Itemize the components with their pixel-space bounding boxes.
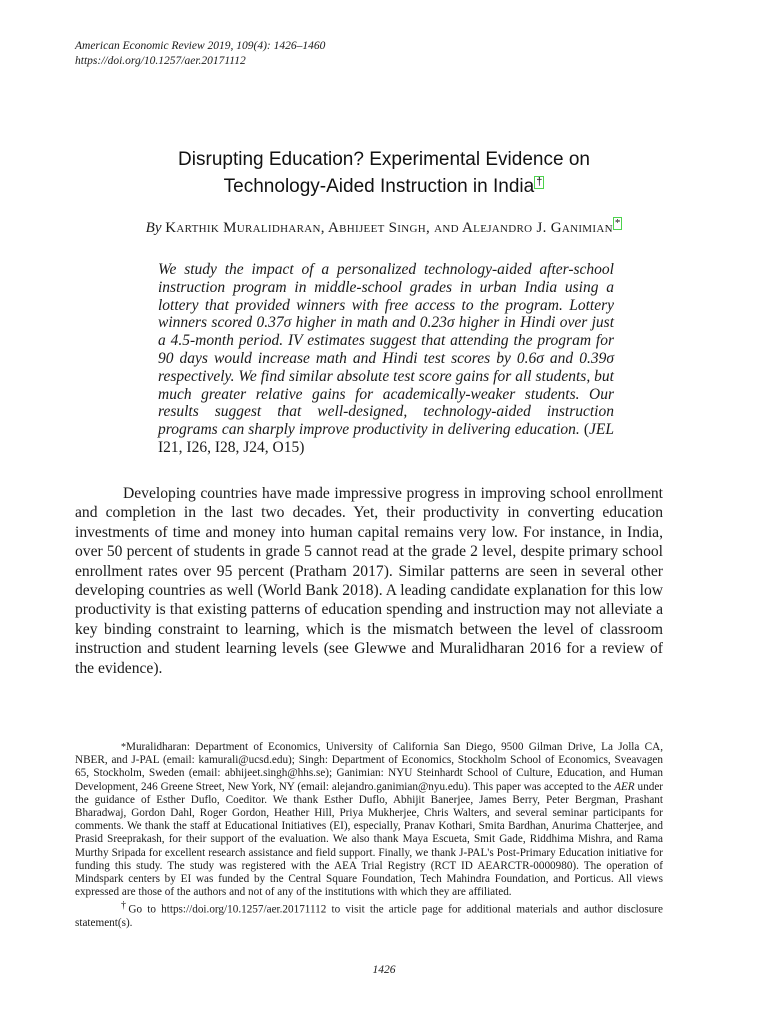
doi-link[interactable]: https://doi.org/10.1257/aer.20171112 bbox=[75, 55, 246, 67]
running-header bbox=[75, 39, 325, 69]
footnote-star-text-b: under the guidance of Esther Duflo, Coeditor. We thank Esther Duflo, Abhijit Banerjee, James Berry, Peter Bergman, Prashant Bharadwaj, Gordon Dahl, Roger Gordon, Heather Hill, Priya Mukherjee, Chris Walters, and several seminar participants for comments. We thank the staff at Educational Initiatives (EI), especially, Pranav Kothari, Smita Bardhan, Anurima Chatterjee, and Prasid Sreeprakash, for their support of the evaluation. We also thank Maya Escueta, Smit Gade, Riddhima Mishra, and Rama Murthy Sripada for excellent research assistance and field support. Finally, we thank J-PAL's Post-Primary Education initiative for funding this study. The study was registered with the AEA Trial Registry (RCT ID AEARCTR-0000980). The operation of Mindspark centers by EI was funded by the Central Square Foundation, Tech Mahindra Foundation, and Porticus. All views expressed are those of the authors and not of any of the institutions with which they are affiliated. bbox=[75, 780, 664, 899]
title-line-2-text: Technology-Aided Instruction in India bbox=[223, 176, 535, 197]
abstract-text: We study the impact of a personalized technology-aided after-school instruction program in middle-school grades in urban India using a lottery that provided winners with free access to the program. Lottery winners scored 0.37σ higher in math and 0.23σ higher in Hindi over just a 4.5-month period. IV estimates suggest that attending the program for 90 days would increase math and Hindi test scores by 0.6σ and 0.39σ respectively. We find similar absolute test score gains for all students, but much greater relative gains for academically-weaker students. Our results suggest that well-designed, technology-aided instruction programs can sharply improve productivity in delivering education. bbox=[158, 261, 614, 439]
footnote-dagger-text: Go to https://doi.org/10.1257/aer.20171112 to visit the article page for additional materials and author disclosure statement(s). bbox=[75, 904, 663, 930]
jel-open: ( bbox=[583, 421, 590, 439]
journal-citation: American Economic Review 2019, 109(4): 1426–1460 bbox=[75, 40, 326, 52]
author-names: Karthik Muralidharan, Abhijeet Singh, and Alejandro J. Ganimian bbox=[165, 220, 613, 236]
footnote-dagger-mark: † bbox=[121, 900, 129, 912]
footnote-star bbox=[75, 741, 663, 899]
body-paragraph-1: Developing countries have made impressive progress in improving school enrollment and completion in the last two decades. Yet, their productivity in converting education investments of time and money into human capital remains very low. For instance, in India, over 50 percent of students in grade 5 cannot read at the grade 2 level, despite primary school enrollment rates over 95 percent (Pratham 2017). Similar patterns are seen in several other developing countries as well (World Bank 2018). A leading candidate explanation for this low productivity is that existing patterns of education spending and instruction may not alleviate a key binding constraint to learning, which is the mismatch between the level of classroom instruction and student learning levels (see Glewwe and Muralidharan 2016 for a review of the evidence). bbox=[75, 485, 663, 677]
footnote-dagger bbox=[75, 899, 663, 930]
by-label: By bbox=[145, 220, 162, 236]
author-line bbox=[0, 217, 768, 238]
author-footnote-link[interactable]: * bbox=[614, 217, 621, 229]
title-line-2 bbox=[0, 173, 768, 200]
title-line-1: Disrupting Education? Experimental Evidence on bbox=[178, 149, 590, 170]
jel-code-list: I21, I26, I28, J24, O15) bbox=[158, 438, 305, 456]
abstract bbox=[158, 261, 614, 457]
paper-title bbox=[0, 146, 768, 200]
footnote-star-mark: * bbox=[121, 742, 126, 753]
footnote-aer: AER bbox=[614, 780, 635, 793]
footnotes bbox=[75, 741, 663, 931]
page-number: 1426 bbox=[372, 964, 396, 976]
jel-label: JEL bbox=[589, 421, 614, 439]
title-footnote-link[interactable]: † bbox=[536, 175, 543, 188]
footnote-star-text-a: Muralidharan: Department of Economics, University of California San Diego, 9500 Gilman Drive, La Jolla CA, NBER, and J-PAL (email: kamurali@ucsd.edu); Singh: Department of Economics, Stockholm School of Economics, Sveavagen 65, Stockholm, Sweden (email: abhijeet.singh@hhs.se); Ganimian: NYU Steinhardt School of Culture, Education, and Human Development, 246 Greene Street, New York, NY (email: alejandro.ganimian@nyu.edu). This paper was accepted to the bbox=[75, 741, 663, 793]
